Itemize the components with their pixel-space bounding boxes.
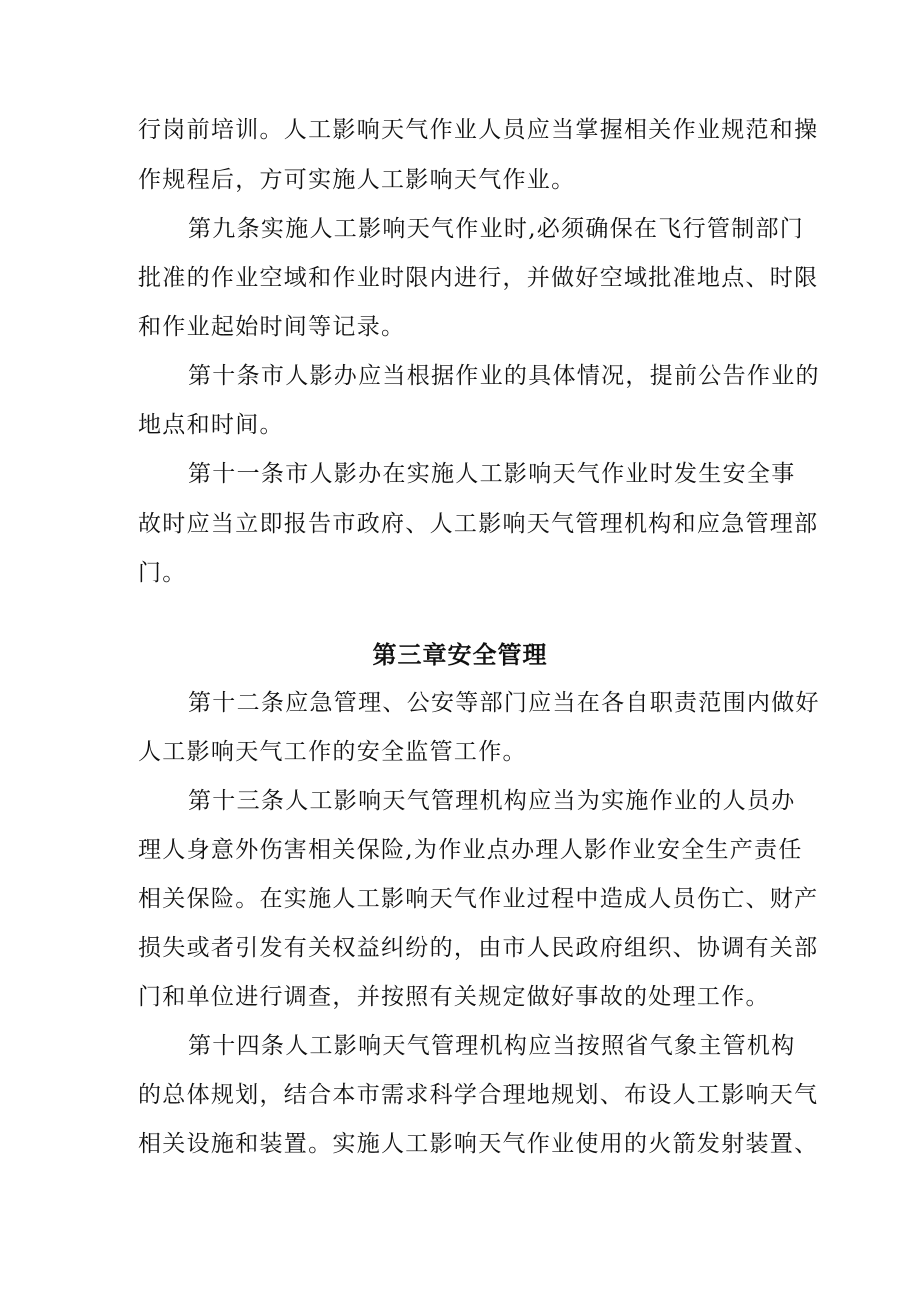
body-line: 损失或者引发有关权益纠纷的，由市人民政府组织、协调有关部 <box>138 935 819 961</box>
article-13-first-line: 第十三条人工影响天气管理机构应当为实施作业的人员办 <box>188 788 796 814</box>
article-14-first-line: 第十四条人工影响天气管理机构应当按照省气象主管机构 <box>188 1033 796 1059</box>
article-12-first-line: 第十二条应急管理、公安等部门应当在各自职责范围内做好 <box>188 690 820 716</box>
body-line: 地点和时间。 <box>138 412 284 438</box>
body-line: 相关设施和装置。实施人工影响天气作业使用的火箭发射装置、 <box>138 1131 819 1157</box>
body-line: 人工影响天气工作的安全监管工作。 <box>138 739 527 765</box>
body-line: 批准的作业空域和作业时限内进行，并做好空域批准地点、时限 <box>138 265 819 291</box>
chapter-heading: 第三章安全管理 <box>372 641 548 669</box>
body-line: 门。 <box>138 560 187 586</box>
body-line: 作规程后，方可实施人工影响天气作业。 <box>138 167 576 193</box>
body-line: 理人身意外伤害相关保险,为作业点办理人影作业安全生产责任 <box>138 837 803 863</box>
body-line: 行岗前培训。人工影响天气作业人员应当掌握相关作业规范和操 <box>138 117 819 143</box>
body-line: 门和单位进行调查，并按照有关规定做好事故的处理工作。 <box>138 984 770 1010</box>
body-line: 的总体规划，结合本市需求科学合理地规划、布设人工影响天气 <box>138 1082 819 1108</box>
article-10-first-line: 第十条市人影办应当根据作业的具体情况，提前公告作业的 <box>188 363 820 389</box>
article-9-first-line: 第九条实施人工影响天气作业时,必须确保在飞行管制部门 <box>188 216 805 242</box>
body-line: 相关保险。在实施人工影响天气作业过程中造成人员伤亡、财产 <box>138 886 819 912</box>
body-line: 和作业起始时间等记录。 <box>138 314 406 340</box>
article-11-first-line: 第十一条市人影办在实施人工影响天气作业时发生安全事 <box>188 461 796 487</box>
body-line: 故时应当立即报告市政府、人工影响天气管理机构和应急管理部 <box>138 511 819 537</box>
